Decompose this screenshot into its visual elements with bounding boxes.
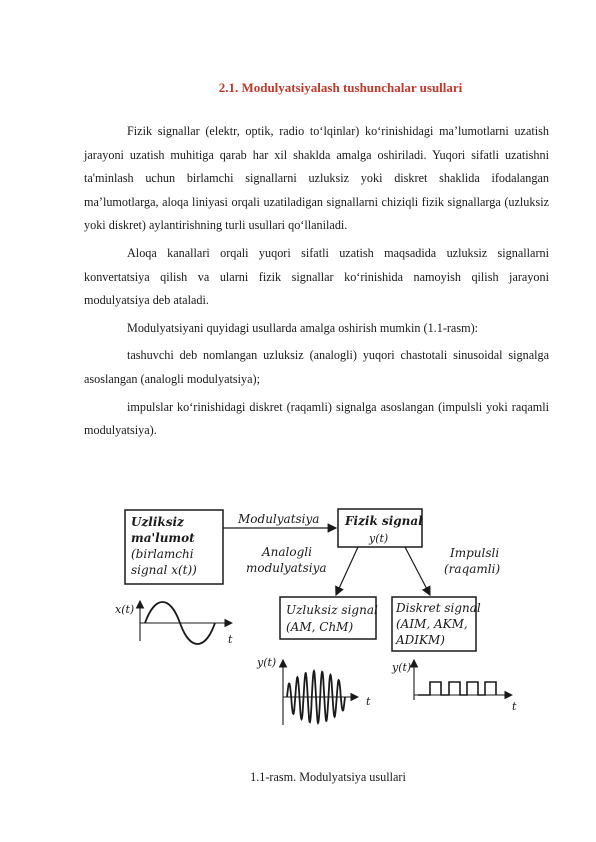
discrete-box-line2: (AIM, AKM, <box>396 617 468 631</box>
paragraph: impulslar ko‘rinishidagi diskret (raqamli) signalga asoslangan (impulsli yoki raqamli modulyatsiya). <box>84 399 549 438</box>
analog-label-line2: modulyatsiya <box>246 561 327 575</box>
source-box-line4: signal x(t)) <box>131 563 197 577</box>
continuous-signal-box <box>280 597 378 639</box>
discrete-box-line1: Diskret signal <box>396 601 481 615</box>
continuous-box-line2: (AM, ChM) <box>286 620 354 634</box>
pulse-signal-plot <box>391 660 517 713</box>
continuous-box-line1: Uzluksiz signal <box>286 603 378 617</box>
section-title <box>0 80 596 96</box>
t-label: t <box>228 633 233 646</box>
source-box <box>125 510 223 584</box>
source-signal-plot <box>115 601 233 646</box>
source-box-line1: Uzliksiz <box>131 515 184 529</box>
body-text <box>84 120 549 443</box>
paragraph: Fizik signallar (elektr, optik, radio to‘lqinlar) ko‘rinishidagi ma’lumotlarni uzatish jarayoni uzatish muhitiga qarab har xil shaklda amalga oshiriladi. Yuqori sifatli uzatishni ta'minlash uchun birlamchi signallarni uzluksiz yoki diskret shaklida ifodalangan ma’lumotlarga, aloqa liniyasi orqali uzatiladigan signallarni chiziqli fizik signallarga (uzluksiz yoki diskret) aylantirishning turli usullari qo‘llaniladi. <box>84 124 549 233</box>
modulation-label: Modulyatsiya <box>238 512 320 526</box>
paragraph: Aloqa kanallari orqali yuqori sifatli uzatish maqsadida uzluksiz signallarni konvertatsiya qilish va ularni fizik signallar ko‘rinishida namoyish qilish jarayoni modulyatsiya deb ataladi. <box>84 245 549 308</box>
figure-caption-text: 1.1-rasm. Modulyatsiya usullari <box>250 770 406 784</box>
paragraph: tashuvchi deb nomlangan uzluksiz (analogli) yuqori chastotali sinusoidal signalga asoslangan (analogli modulyatsiya); <box>84 348 549 386</box>
section-title-text: 2.1. Modulyatsiyalash tushunchalar usullari <box>218 80 463 95</box>
source-box-line3: (birlamchi <box>131 547 194 561</box>
source-box-line2: ma'lumot <box>131 531 195 545</box>
physical-box-line1: Fizik signal <box>345 514 423 528</box>
analog-label-line1: Analogli <box>262 545 312 559</box>
physical-box-line2: y(t) <box>369 532 389 545</box>
discrete-signal-box <box>392 597 481 651</box>
pulse-label-line1: Impulsli <box>450 546 500 560</box>
pulse-branch-arrow <box>405 547 430 595</box>
am-waveform <box>287 671 345 723</box>
am-signal-plot <box>256 656 371 725</box>
x-axis-label: x(t) <box>115 603 135 616</box>
paragraph: Modulyatsiyani quyidagi usullarda amalga oshirish mumkin (1.1-rasm): <box>127 320 479 335</box>
physical-signal-box <box>338 509 423 547</box>
pulse-t-label: t <box>512 700 517 713</box>
am-t-label: t <box>366 695 371 708</box>
am-y-axis-label: y(t) <box>257 656 277 669</box>
figure-caption <box>0 770 596 785</box>
analog-branch-arrow <box>336 547 358 595</box>
pulse-label-line2: (raqamli) <box>444 562 501 576</box>
pulse-y-axis-label: y(t) <box>392 661 412 674</box>
modulation-diagram <box>0 495 596 735</box>
discrete-box-line3: ADIKM) <box>396 633 445 647</box>
